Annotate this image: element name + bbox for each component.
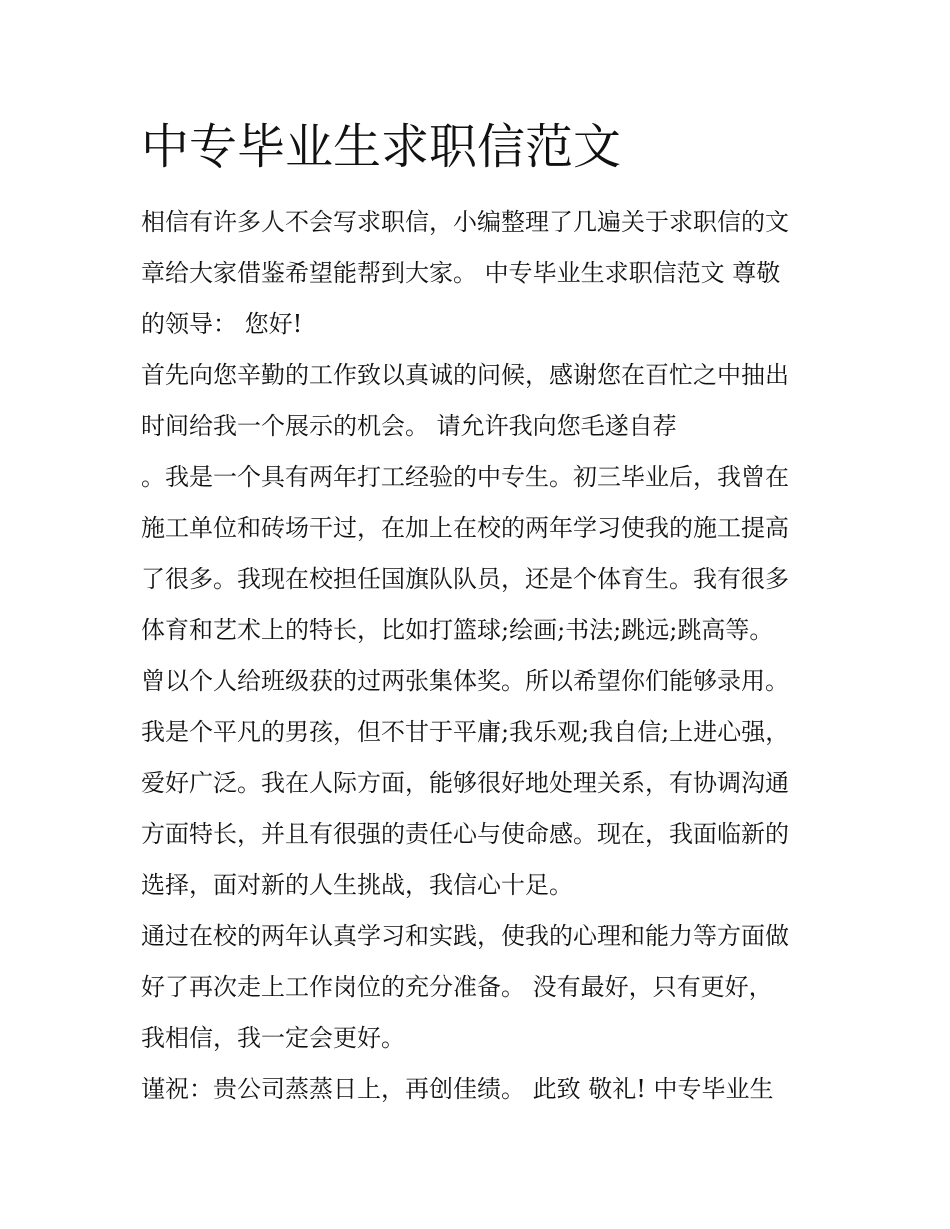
text-line: 的领导： 您好! [141, 310, 303, 338]
text-line: 爱好广泛。我在人际方面，能够很好地处理关系，有协调沟通 [141, 769, 789, 797]
text-line: 曾以个人给班级获的过两张集体奖。所以希望你们能够录用。 [141, 667, 789, 695]
text-line: 我是个平凡的男孩，但不甘于平庸;我乐观;我自信;上进心强， [141, 718, 790, 746]
text-line: 选择，面对新的人生挑战，我信心十足。 [141, 871, 573, 899]
text-line: 章给大家借鉴希望能帮到大家。 中专毕业生求职信范文 尊敬 [141, 259, 781, 287]
text-line: 了很多。我现在校担任国旗队队员，还是个体育生。我有很多 [141, 565, 789, 593]
text-line: 施工单位和砖场干过，在加上在校的两年学习使我的施工提高 [141, 514, 789, 542]
text-line: 相信有许多人不会写求职信，小编整理了几遍关于求职信的文 [141, 208, 789, 236]
text-line: 时间给我一个展示的机会。 请允许我向您毛遂自荐 [141, 412, 677, 440]
text-line: 通过在校的两年认真学习和实践，使我的心理和能力等方面做 [141, 922, 789, 950]
text-line: 。我是一个具有两年打工经验的中专生。初三毕业后，我曾在 [141, 463, 789, 491]
document-body [141, 197, 821, 1115]
text-line: 谨祝：贵公司蒸蒸日上，再创佳绩。 此致 敬礼! 中专毕业生 [141, 1075, 774, 1103]
page-title: 中专毕业生求职信范文 [141, 119, 622, 175]
text-line: 方面特长，并且有很强的责任心与使命感。现在，我面临新的 [141, 820, 789, 848]
text-line: 首先向您辛勤的工作致以真诚的问候，感谢您在百忙之中抽出 [141, 361, 789, 389]
text-line: 好了再次走上工作岗位的充分准备。 没有最好，只有更好， [141, 973, 773, 1001]
text-line: 我相信，我一定会更好。 [141, 1024, 405, 1052]
text-line: 体育和艺术上的特长，比如打篮球;绘画;书法;跳远;跳高等。 [141, 616, 774, 644]
